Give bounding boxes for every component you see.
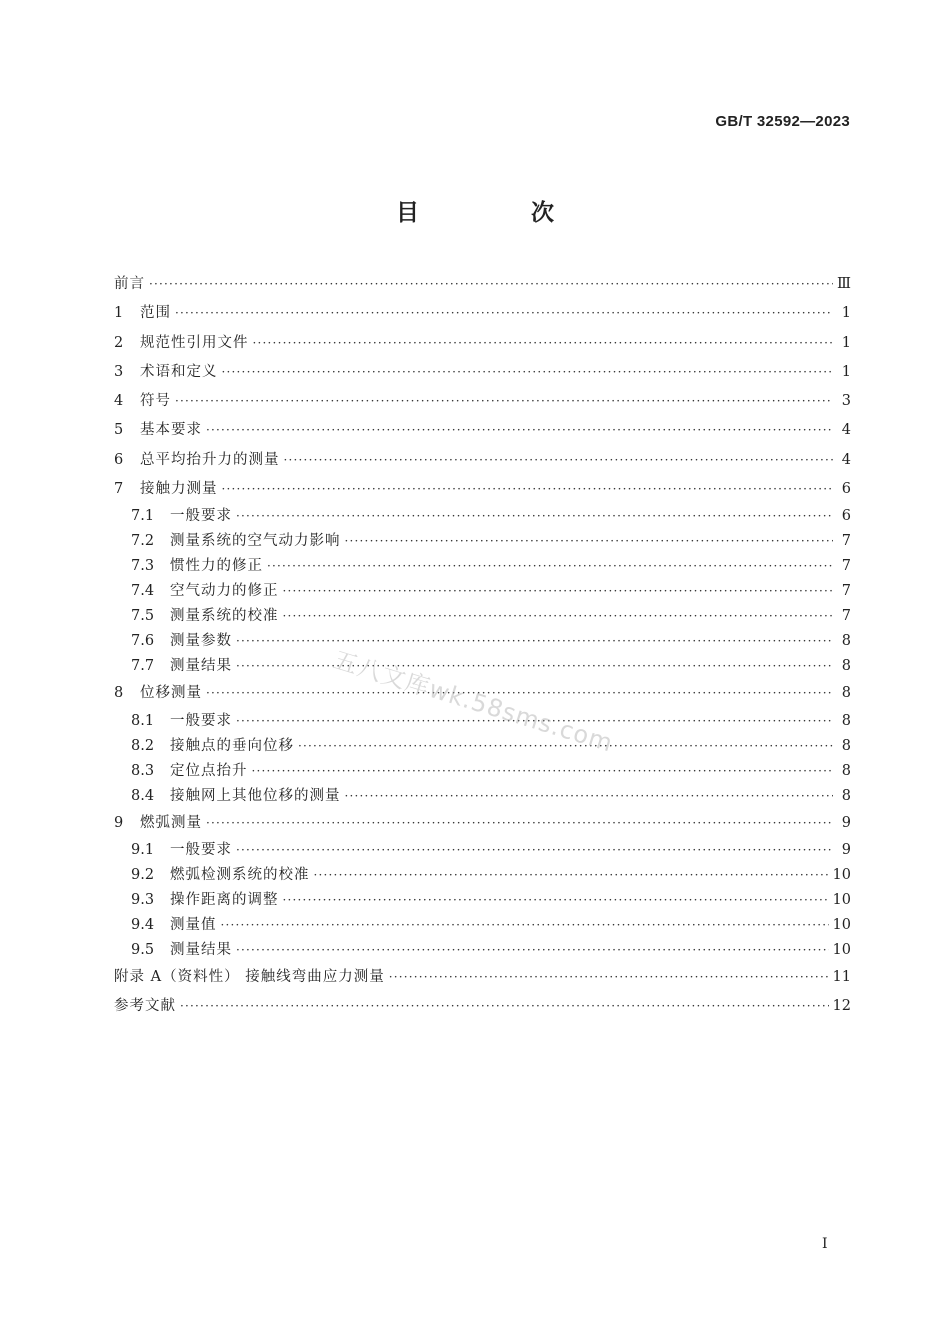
- toc-entry-page: 4: [841, 451, 851, 468]
- toc-entry-number: 7.3: [131, 558, 155, 575]
- toc-entry-page: 8: [841, 787, 851, 804]
- toc-entry-number: 7.2: [131, 533, 155, 550]
- toc-entry-number: 9.4: [131, 916, 155, 933]
- toc-entry-number: 8: [114, 685, 124, 702]
- standard-number: GB/T 32592—2023: [715, 113, 850, 130]
- toc-entry-label: 接触力测量: [140, 481, 218, 498]
- toc-entry-label: 测量值: [170, 916, 217, 933]
- toc-entry-page: 8: [841, 737, 851, 754]
- toc-entry[interactable]: [114, 475, 851, 504]
- toc-entry-page: 10: [832, 866, 851, 883]
- toc-entry-page: 8: [841, 685, 851, 702]
- toc-title: 目 次: [395, 200, 606, 226]
- toc-leader-dots: [345, 529, 834, 554]
- toc-entry[interactable]: [114, 416, 851, 445]
- toc-entry-page: 8: [841, 633, 851, 650]
- toc-entry-label: 接触点的垂向位移: [170, 737, 294, 754]
- toc-entry[interactable]: [114, 604, 851, 629]
- toc-entry-label: 测量结果: [170, 941, 232, 958]
- toc-entry[interactable]: [114, 387, 851, 416]
- toc-leader-dots: [175, 299, 833, 328]
- toc-entry-number: 9.3: [131, 891, 155, 908]
- toc-entry[interactable]: [114, 629, 851, 654]
- toc-leader-dots: [236, 938, 829, 963]
- toc-entry-page: 7: [841, 558, 851, 575]
- toc-entry[interactable]: [114, 329, 851, 358]
- toc-entry-page: 11: [832, 968, 851, 985]
- toc-entry-label: 测量系统的空气动力影响: [170, 533, 341, 550]
- toc-entry[interactable]: [114, 529, 851, 554]
- toc-leader-dots: [236, 654, 833, 679]
- toc-leader-dots: [253, 329, 834, 358]
- toc-entry-label: 燃弧检测系统的校准: [170, 866, 310, 883]
- toc-leader-dots: [283, 579, 834, 604]
- toc-entry-page: 10: [832, 941, 851, 958]
- toc-entry-number: 9: [114, 814, 124, 831]
- watermark-text: 五八文库wk.58sms.com: [330, 645, 617, 758]
- toc-entry[interactable]: [114, 504, 851, 529]
- toc-entry-page: 1: [841, 305, 851, 322]
- toc-entry-label: 附录 A（资料性） 接触线弯曲应力测量: [114, 968, 385, 985]
- toc-leader-dots: [252, 759, 834, 784]
- toc-entry[interactable]: [114, 784, 851, 809]
- toc-entry-label: 参考文献: [114, 998, 176, 1015]
- toc-entry[interactable]: [114, 358, 851, 387]
- toc-entry-label: 燃弧测量: [140, 814, 202, 831]
- toc-leader-dots: [222, 358, 834, 387]
- toc-entry[interactable]: [114, 888, 851, 913]
- toc-entry-label: 范围: [140, 305, 171, 322]
- toc-entry-page: 6: [841, 508, 851, 525]
- toc-entry-label: 一般要求: [170, 841, 232, 858]
- toc-entry-number: 6: [114, 451, 124, 468]
- toc-entry-label: 操作距离的调整: [170, 891, 279, 908]
- toc-entry-number: 7.6: [131, 633, 155, 650]
- toc-entry-number: 8.4: [131, 787, 155, 804]
- toc-entry-number: 9.5: [131, 941, 155, 958]
- toc-entry[interactable]: [114, 270, 851, 299]
- toc-entry-page: 10: [832, 916, 851, 933]
- toc-entry-number: 7.1: [131, 508, 155, 525]
- toc-entry-label: 位移测量: [140, 685, 202, 702]
- toc-entry-label: 空气动力的修正: [170, 583, 279, 600]
- toc-entry-page: 9: [841, 841, 851, 858]
- toc-entry-label: 术语和定义: [140, 363, 218, 380]
- toc-entry[interactable]: [114, 759, 851, 784]
- toc-entry-label: 一般要求: [170, 508, 232, 525]
- toc-entry[interactable]: [114, 913, 851, 938]
- toc-entry[interactable]: [114, 734, 851, 759]
- toc-leader-dots: [180, 992, 829, 1021]
- toc-entry-label: 测量结果: [170, 658, 232, 675]
- toc-entry[interactable]: [114, 992, 851, 1021]
- toc-leader-dots: [267, 554, 833, 579]
- toc-leader-dots: [314, 863, 829, 888]
- toc-entry[interactable]: [114, 963, 851, 992]
- toc-leader-dots: [283, 888, 829, 913]
- toc-entry[interactable]: [114, 446, 851, 475]
- toc-entry-label: 规范性引用文件: [140, 334, 249, 351]
- toc-entry-number: 8.3: [131, 762, 155, 779]
- toc-entry-page: 10: [832, 891, 851, 908]
- toc-leader-dots: [236, 838, 833, 863]
- toc-leader-dots: [345, 784, 834, 809]
- toc-entry-number: 8.2: [131, 737, 155, 754]
- toc-entry[interactable]: [114, 579, 851, 604]
- toc-entry-label: 前言: [114, 276, 145, 292]
- toc-entry-page: 3: [841, 393, 851, 410]
- toc-entry-number: 7.4: [131, 583, 155, 600]
- toc-entry-label: 测量参数: [170, 633, 232, 650]
- toc-entry-number: 2: [114, 334, 124, 351]
- toc-entry-number: 9.2: [131, 866, 155, 883]
- toc-entry[interactable]: [114, 938, 851, 963]
- toc-entry-page: Ⅲ: [837, 276, 851, 292]
- toc-entry-label: 接触网上其他位移的测量: [170, 787, 341, 804]
- toc-entry[interactable]: [114, 809, 851, 838]
- toc-leader-dots: [222, 475, 834, 504]
- toc-entry-number: 9.1: [131, 841, 155, 858]
- toc-leader-dots: [175, 387, 833, 416]
- toc-entry-label: 符号: [140, 393, 171, 410]
- toc-entry-label: 总平均抬升力的测量: [140, 451, 280, 468]
- toc-leader-dots: [283, 604, 834, 629]
- toc-entry-page: 8: [841, 712, 851, 729]
- toc-entry-label: 基本要求: [140, 422, 202, 439]
- toc-entry-number: 7.5: [131, 608, 155, 625]
- toc-entry-number: 3: [114, 363, 124, 380]
- toc-leader-dots: [206, 809, 833, 838]
- toc-entry-page: 7: [841, 608, 851, 625]
- toc-entry-page: 12: [832, 998, 851, 1015]
- toc-entry-page: 1: [841, 363, 851, 380]
- toc-entry-page: 6: [841, 481, 851, 498]
- table-of-contents: [114, 270, 851, 1022]
- toc-entry-page: 7: [841, 583, 851, 600]
- toc-entry-page: 9: [841, 814, 851, 831]
- toc-entry-number: 7.7: [131, 658, 155, 675]
- toc-entry-page: 8: [841, 658, 851, 675]
- toc-entry[interactable]: [114, 554, 851, 579]
- footer-page-number: I: [822, 1236, 828, 1252]
- toc-leader-dots: [149, 270, 833, 299]
- toc-leader-dots: [284, 446, 834, 475]
- toc-entry-page: 8: [841, 762, 851, 779]
- toc-entry[interactable]: [114, 299, 851, 328]
- toc-entry-number: 8.1: [131, 712, 155, 729]
- toc-entry-label: 一般要求: [170, 712, 232, 729]
- toc-leader-dots: [206, 416, 833, 445]
- toc-entry-page: 1: [841, 334, 851, 351]
- toc-entry-label: 测量系统的校准: [170, 608, 279, 625]
- toc-leader-dots: [389, 963, 829, 992]
- toc-entry-number: 1: [114, 305, 124, 322]
- toc-entry-label: 惯性力的修正: [170, 558, 263, 575]
- toc-entry-number: 4: [114, 393, 124, 410]
- toc-entry-number: 7: [114, 481, 124, 498]
- toc-entry-number: 5: [114, 422, 124, 439]
- toc-entry-label: 定位点抬升: [170, 762, 248, 779]
- toc-entry-page: 4: [841, 422, 851, 439]
- toc-entry[interactable]: [114, 863, 851, 888]
- toc-leader-dots: [236, 629, 833, 654]
- toc-leader-dots: [236, 504, 833, 529]
- toc-entry[interactable]: [114, 654, 851, 679]
- toc-entry[interactable]: [114, 838, 851, 863]
- toc-leader-dots: [221, 913, 829, 938]
- toc-entry-page: 7: [841, 533, 851, 550]
